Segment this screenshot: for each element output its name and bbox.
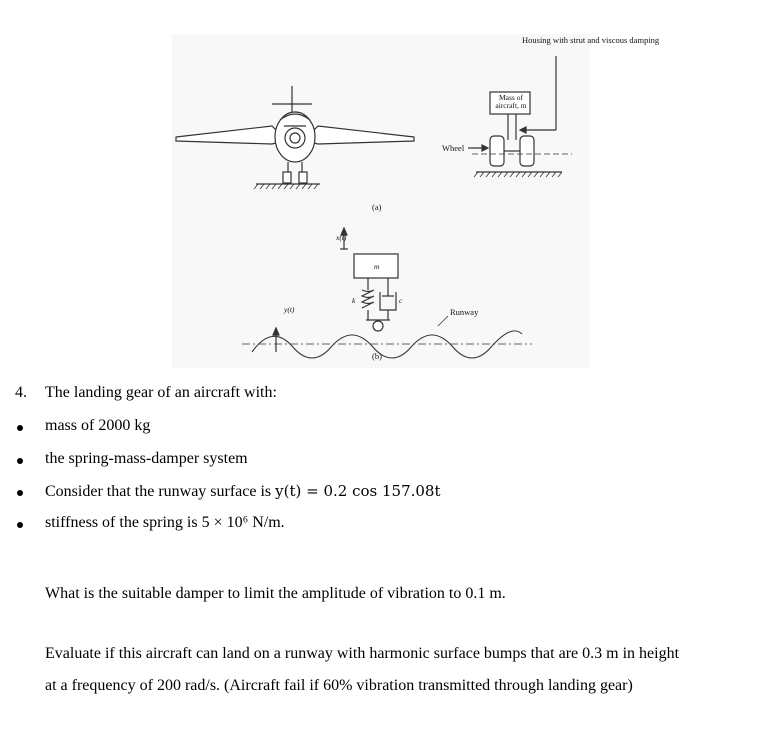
- runway-equation: y(t) = 0.2 cos 157.08t: [275, 482, 441, 500]
- bullet-system: the spring-mass-damper system: [45, 450, 248, 467]
- housing-label: Housing with strut and viscous damping: [522, 35, 660, 45]
- y-t-label: y(t): [284, 305, 295, 314]
- problem-intro: The landing gear of an aircraft with:: [45, 384, 277, 401]
- k-label: k: [352, 296, 356, 305]
- c-label: c: [399, 296, 403, 305]
- x-t-label: x(t): [336, 233, 347, 242]
- mass-m-label: m: [374, 262, 380, 271]
- part-b-label: (b): [372, 351, 382, 361]
- runway-label: Runway: [450, 307, 479, 317]
- question-damper: What is the suitable damper to limit the amplitude of vibration to 0.1 m.: [45, 585, 506, 602]
- runway-text: Consider that the runway surface is: [45, 483, 272, 500]
- mass-label: Mass of aircraft, m: [495, 93, 527, 110]
- bullet-runway: [45, 482, 441, 501]
- wheel-label: Wheel: [442, 143, 465, 153]
- spring-mass-damper-model: [242, 228, 532, 358]
- question-evaluate-line1: Evaluate if this aircraft can land on a runway with harmonic surface bumps that are 0.3 m in height: [45, 645, 680, 662]
- bullet-icon: [17, 490, 23, 496]
- bullet-stiffness: stiffness of the spring is 5 × 10⁶ N/m.: [45, 514, 285, 531]
- part-a-label: (a): [372, 202, 382, 212]
- landing-gear-figure: [172, 34, 660, 368]
- bullet-icon: [17, 522, 23, 528]
- bullet-icon: [17, 458, 23, 464]
- question-evaluate-line2: at a frequency of 200 rad/s. (Aircraft fail if 60% vibration transmitted through landing gear): [45, 677, 633, 694]
- gear-detail: [468, 56, 572, 177]
- bullet-icon: [17, 425, 23, 431]
- problem-number: 4.: [15, 384, 27, 401]
- airplane-front-view: [176, 86, 414, 189]
- bullet-mass: mass of 2000 kg: [45, 417, 151, 434]
- landing-gear-drawing: [172, 34, 590, 368]
